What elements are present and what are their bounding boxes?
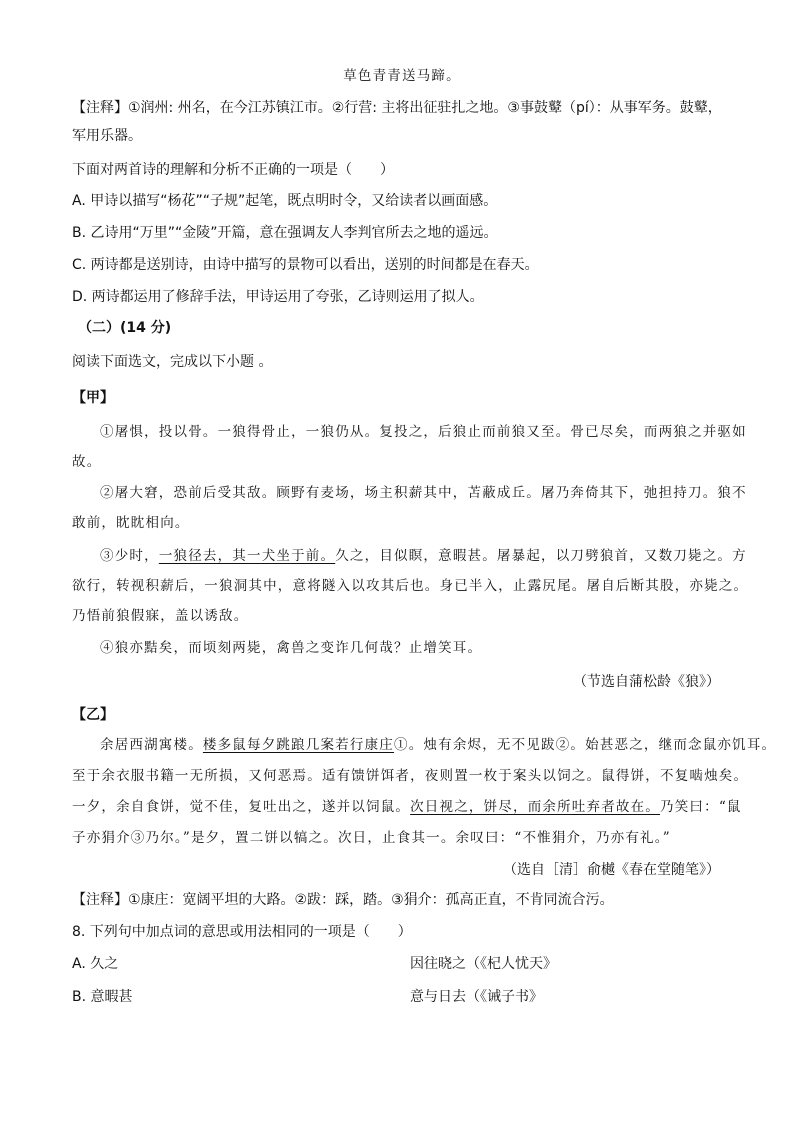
question-7-option-c: C. 两诗都是送别诗，由诗中描写的景物可以看出，送别的时间都是在春天。 (72, 257, 539, 273)
yi-underlined-sentence-1: 楼多鼠每夕跳踉几案若行康庄 (202, 737, 395, 753)
jia-para2-line2: 敢前，眈眈相向。 (72, 515, 190, 531)
question-8-stem: 8. 下列句中加点词的意思或用法相同的一项是（ ） (72, 924, 412, 940)
note-passage-yi: 【注释】①康庄：宽阔平坦的大路。②跋：踩，踏。③狷介：孤高正直，不肯同流合污。 (72, 892, 614, 908)
jia-para3-line3: 乃悟前狼假寐，盖以诱敌。 (72, 608, 249, 624)
question-7-option-d: D. 两诗都运用了修辞手法，甲诗运用了夸张，乙诗则运用了拟人。 (72, 289, 484, 305)
yi-line4: 子亦狷介③乃尔。”是夕，置二饼以犒之。次日，止食其一。余叹曰：“不惟狷介，乃亦有礼。” (72, 830, 671, 846)
jia-underlined-sentence: 一狼径去，其一犬坐于前。 (158, 548, 336, 564)
jia-para4-line1: ④狼亦黠矣，而顷刻两毙，禽兽之变诈几何哉？止增笑耳。 (100, 640, 483, 656)
q8-option-a-left: A. 久之 (72, 956, 119, 972)
jia-para2-line1: ②屠大窘，恐前后受其敌。顾野有麦场，场主积薪其中，苫蔽成丘。屠乃奔倚其下，弛担持刀。狼不 (100, 485, 747, 501)
q8-option-b-right: 意与日去（《诫子书》 (410, 989, 543, 1005)
jia-para1-line2: 故。 (72, 454, 102, 470)
jia-para3-line1-pre: ③少时， (100, 548, 159, 564)
yi-source: （选自［清］俞樾《春在堂随笔》） (503, 862, 720, 878)
yi-line3-post: 乃笑曰：“鼠 (660, 799, 742, 815)
jia-para1-line1: ①屠惧，投以骨。一狼得骨止，一狼仍从。复投之，后狼止而前狼又至。骨已尽矣，而两狼之并驱如 (100, 424, 747, 440)
note-poem-line1: 【注释】①润州: 州名，在今江苏镇江市。②行营: 主将出征驻扎之地。③事鼓鼙（pí）：从事军务。鼓鼙， (72, 100, 722, 116)
poem-last-line: 草色青青送马蹄。 (343, 68, 461, 84)
passage-jia-label: 【甲】 (72, 390, 114, 406)
yi-line1-pre: 余居西湖寓楼。 (100, 737, 203, 753)
question-7-option-b: B. 乙诗用“万里”“金陵”开篇，意在强调友人李判官所去之地的遥远。 (72, 225, 498, 241)
question-7-option-a: A. 甲诗以描写“杨花”“子规”起笔，既点明时令，又给读者以画面感。 (72, 193, 498, 209)
jia-source: （节选自蒲松龄《狼》） (573, 674, 720, 690)
question-8-option-b (72, 987, 732, 1007)
question-8-option-a (72, 954, 732, 974)
yi-line2: 至于余衣服书籍一无所损，又何恶焉。适有馈饼饵者，夜则置一枚于案头以饲之。鼠得饼，不复啮烛矣。 (72, 768, 749, 784)
yi-underlined-sentence-2: 次日视之，饼尽，而余所吐弃者故在。 (410, 799, 661, 815)
yi-line1 (100, 735, 777, 755)
jia-para3-line1 (100, 546, 747, 566)
section-2-heading: （二）(14 分) (78, 320, 172, 336)
yi-line1-post: ①。烛有余烬，无不见跋②。始甚恶之，继而念鼠亦饥耳。 (394, 737, 777, 753)
q8-option-a-right: 因往晓之（《杞人忧天》 (410, 956, 557, 972)
yi-line3 (72, 797, 742, 817)
question-7-stem: 下面对两首诗的理解和分析不正确的一项是（ ） (72, 162, 394, 178)
jia-para3-line2: 欲行，转视积薪后，一狼洞其中，意将隧入以攻其后也。身已半入，止露尻尾。屠自后断其股，亦毙之。 (72, 578, 749, 594)
yi-line3-pre: 一夕，余自食饼，觉不佳，复吐出之，遂并以饲鼠。 (72, 799, 411, 815)
section-2-instruction: 阅读下面选文，完成以下小题 。 (72, 354, 273, 370)
passage-yi-label: 【乙】 (72, 707, 114, 723)
note-poem-line2: 军用乐器。 (72, 128, 142, 144)
jia-para3-line1-post: 久之，目似瞑，意暇甚。屠暴起，以刀劈狼首，又数刀毙之。方 (335, 548, 747, 564)
q8-option-b-left: B. 意暇甚 (72, 989, 133, 1005)
